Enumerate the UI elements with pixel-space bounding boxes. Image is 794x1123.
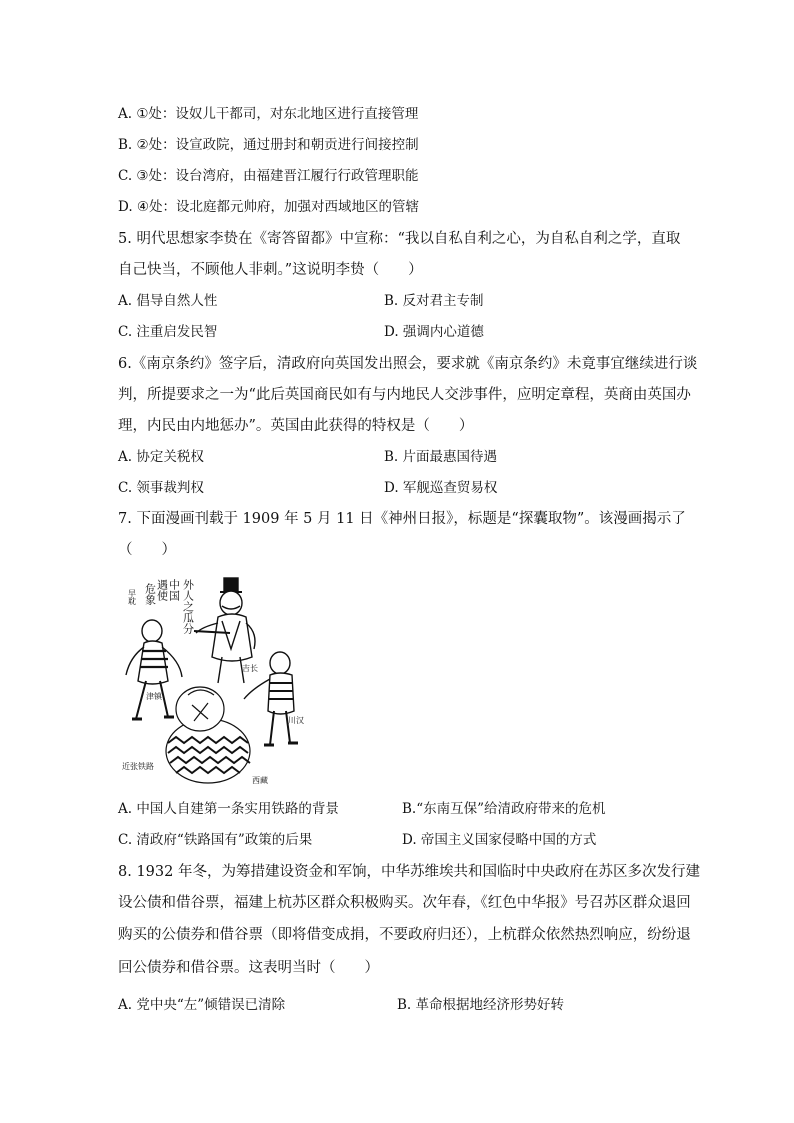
- melon-sack: [166, 687, 250, 783]
- q5-stem-line1: 5. 明代思想家李贽在《寄答留都》中宣称：“我以自私自利之心，为自私自利之学，直取: [118, 231, 681, 247]
- cartoon-label-left: 津镇: [146, 692, 162, 701]
- q4-option-d: D. ④处：设北庭都元帅府，加强对西域地区的管辖: [118, 199, 420, 215]
- q6-option-a: A. 协定关税权: [118, 449, 204, 465]
- cartoon-title-col5: 早耽: [127, 589, 137, 605]
- q7-option-c: C. 清政府“铁路国有”政策的后果: [118, 832, 313, 848]
- cartoon-label-bottom-right: 西藏: [252, 776, 268, 785]
- tanan-quwu-cartoon: [118, 573, 308, 789]
- q4-option-b: B. ②处：设宣政院，通过册封和朝贡进行间接控制: [118, 137, 419, 153]
- q8-stem-line2: 设公债和借谷票，福建上杭苏区群众积极购买。次年春，《红色中华报》号召苏区群众退回: [118, 895, 691, 911]
- q5-option-b: B. 反对君主专制: [384, 293, 484, 309]
- q6-stem-line3: 理，内民由内地惩办”。英国由此获得的特权是（ ）: [118, 418, 474, 434]
- q8-option-b: B. 革命根据地经济形势好转: [397, 997, 565, 1013]
- q7-option-d: D. 帝国主义国家侵略中国的方式: [402, 832, 597, 848]
- cartoon-title-col1: 外人之瓜分: [181, 579, 195, 634]
- q5-option-c: C. 注重启发民智: [118, 324, 218, 340]
- cartoon-title-col4: 危象: [143, 583, 157, 605]
- q8-stem-line1: 8. 1932 年冬，为筹措建设资金和军饷，中华苏维埃共和国临时中央政府在苏区多次发行建: [118, 864, 700, 880]
- q7-stem-line2: （ ）: [118, 542, 176, 558]
- q6-stem-line1: 6.《南京条约》签字后，清政府向英国发出照会，要求就《南京条约》未竟事宜继续进行谈: [118, 356, 698, 372]
- cartoon-title-col3: 遇使: [155, 579, 169, 601]
- q7-option-a: A. 中国人自建第一条实用铁路的背景: [118, 801, 339, 817]
- q4-option-a: A. ①处：设奴儿干都司，对东北地区进行直接管理: [118, 106, 419, 122]
- cartoon-label-bottom-left: 近张铁路: [122, 762, 154, 771]
- q5-stem-line2: 自己快当，不顾他人非刺。”这说明李贽（ ）: [118, 262, 423, 278]
- cartoon-label-right: 川汉: [288, 716, 304, 725]
- q4-option-c: C. ③处：设台湾府，由福建晋江履行行政管理职能: [118, 168, 419, 184]
- q6-option-c: C. 领事裁判权: [118, 480, 204, 496]
- left-figure: [126, 620, 182, 719]
- q5-option-d: D. 强调内心道德: [384, 324, 484, 340]
- q8-stem-line3: 购买的公债券和借谷票（即将借变成捐，不要政府归还），上杭群众依然热烈响应，纷纷退: [118, 927, 691, 943]
- q6-option-d: D. 军舰巡查贸易权: [384, 480, 498, 496]
- cartoon-title-col2: 中国: [167, 579, 181, 601]
- q8-option-a: A. 党中央“左”倾错误已清除: [118, 997, 286, 1013]
- q6-stem-line2: 判，所提要求之一为“此后英国商民如有与内地民人交涉事件，应明定章程，英商由英国办: [118, 387, 691, 403]
- cartoon-label-mid: 吉长: [242, 664, 258, 673]
- q8-stem-line4: 回公债券和借谷票。这表明当时（ ）: [118, 960, 379, 976]
- q7-stem-line1: 7. 下面漫画刊载于 1909 年 5 月 11 日《神州日报》，标题是“探囊取物”。该漫画揭示了: [118, 511, 686, 527]
- q6-option-b: B. 片面最惠国待遇: [384, 449, 498, 465]
- q7-option-b: B.“东南互保”给清政府带来的危机: [402, 801, 606, 817]
- q5-option-a: A. 倡导自然人性: [118, 293, 218, 309]
